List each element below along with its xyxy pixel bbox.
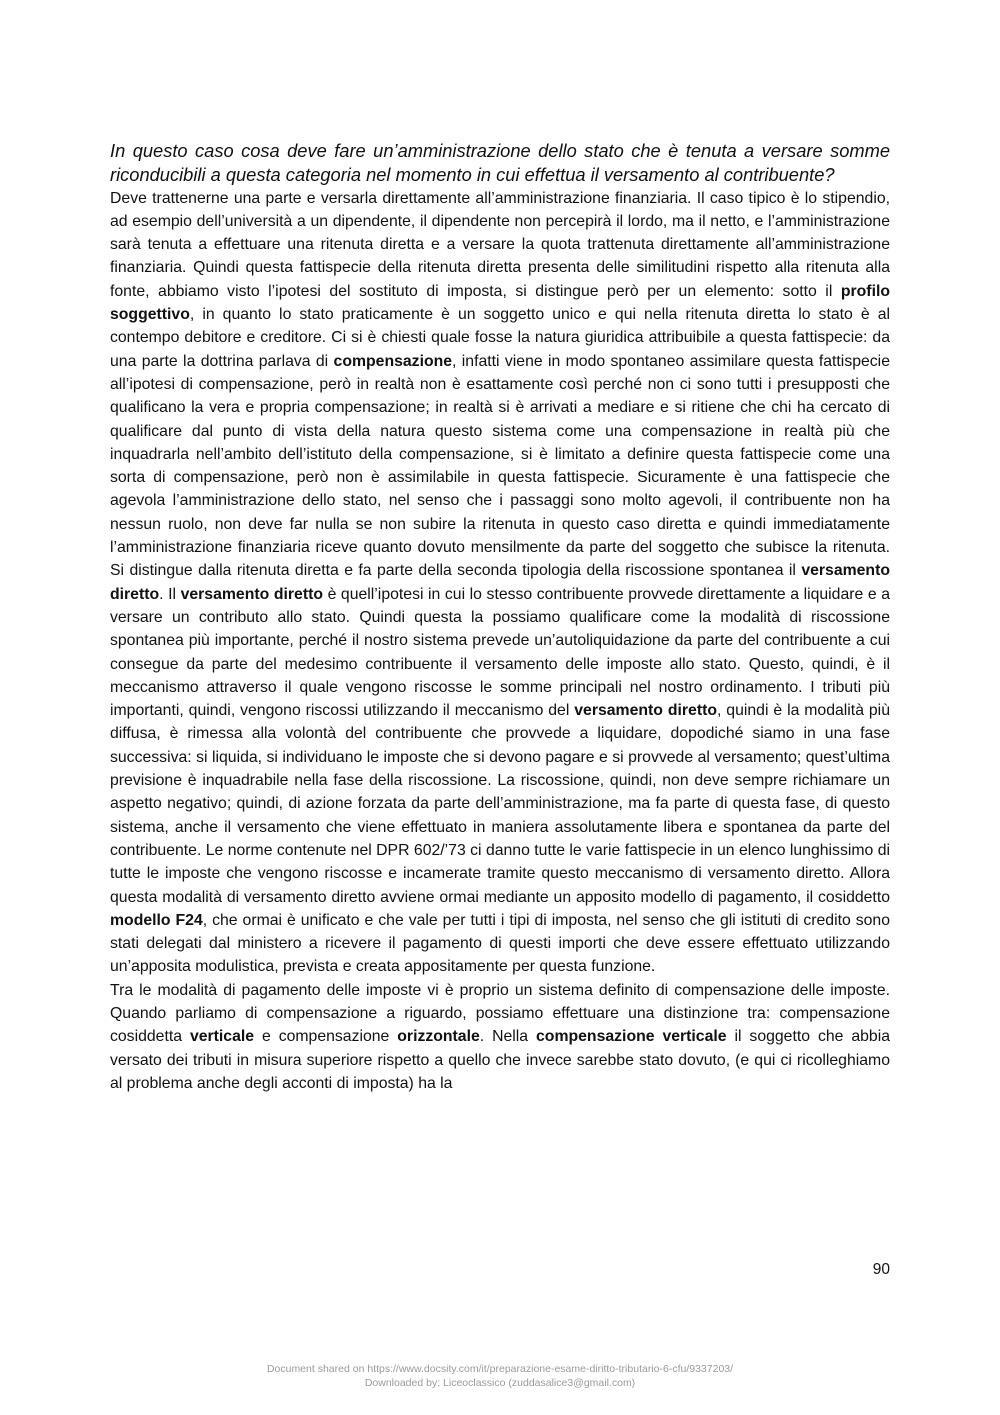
footer-shared-link[interactable]: Document shared on https://www.docsity.com/it/preparazione-esame-diritto-tributario-6-cfu/9337203/ xyxy=(266,1363,734,1375)
bold-term: versamento diretto xyxy=(574,702,717,720)
bold-term: verticale xyxy=(189,1028,255,1046)
bold-term: profilo soggettivo xyxy=(110,282,890,324)
bold-term: compensazione verticale xyxy=(536,1028,727,1046)
bold-term: versamento diretto xyxy=(180,585,323,603)
page-number: 90 xyxy=(872,1261,890,1278)
bold-term: compensazione xyxy=(333,352,453,370)
document-body xyxy=(110,139,890,1095)
download-footer xyxy=(0,1362,1000,1390)
footer-downloaded-by: Downloaded by: Liceoclassico (zuddasalice3@gmail.com) xyxy=(364,1377,636,1389)
bold-term: modello F24 xyxy=(110,911,203,929)
bold-term: versamento diretto xyxy=(110,562,890,603)
paragraph-compensazione: Tra le modalità di pagamento delle imposte vi è proprio un sistema definito di compensazione delle imposte. Quando parliamo di compensazione a riguardo, possiamo effettuare una distinzione tra: compensazione cosiddetta verticale e compensazione orizzontale. Nella compensazione verticale il soggetto che abbia versato dei tributi in misura superiore rispetto a quello che invece sarebbe stato dovuto, (e qui ci ricolleghiamo al problema anche degli acconti di imposta) ha la xyxy=(110,981,890,1092)
paragraph-ritenuta-versamento: Deve trattenerne una parte e versarla direttamente all’amministrazione finanziaria. Il caso tipico è lo stipendio, ad esempio dell’università a un dipendente, il dipendente non percepirà il lordo, ma il netto, e l’amministrazione sarà tenuta a effettuare una ritenuta diretta e a versare la quota trattenuta direttamente all’amministrazione finanziaria. Quindi questa fattispecie della ritenuta diretta presenta delle similitudini rispetto alla ritenuta alla fonte, abbiamo visto l’ipotesi del sostituto di imposta, si distingue però per un elemento: sotto il profilo soggettivo, in quanto lo stato praticamente è un soggetto unico e qui nella ritenuta diretta lo stato è al contempo debitore e creditore. Ci si è chiesti quale fosse la natura giuridica attribuibile a questa fattispecie: da una parte la dottrina parlava di compensazione, infatti viene in modo spontaneo assimilare questa fattispecie all’ipotesi di compensazione, però in realtà non è esattamente così perché non ci sono tutti i presupposti che qualificano la vera e propria compensazione; in realtà si è arrivati a mediare e si ritiene che chi ha cercato di qualificare dal punto di vista della natura questo sistema come una compensazione in realtà più che inquadrarla nell’ambito dell’istituto della compensazione, si è limitato a definire questa fattispecie come una sorta di compensazione, però non è assimilabile in questa fattispecie. Sicuramente è una fattispecie che agevola l’amministrazione dello stato, nel senso che i passaggi sono molto agevoli, il contribuente non ha nessun ruolo, non deve far nulla se non subire la ritenuta in questo caso diretta e quindi immediatamente l’amministrazione finanziaria riceve quanto dovuto mensilmente da parte del soggetto che subisce la ritenuta. Si distingue dalla ritenuta diretta e fa parte della seconda tipologia della riscossione spontanea il versamento diretto. Il versamento diretto è quell’ipotesi in cui lo stesso contribuente provvede direttamente a liquidare e a versare un contributo allo stato. Quindi questa la possiamo qualificare come la modalità di riscossione spontanea più importante, perché il nostro sistema prevede un’autoliquidazione da parte del contribuente a cui consegue da parte del medesimo contribuente il versamento delle imposte allo stato. Questo, quindi, è il meccanismo attraverso il quale vengono riscosse le somme principali nel nostro ordinamento. I tributi più importanti, quindi, vengono riscossi utilizzando il meccanismo del versamento diretto, quindi è la modalità più diffusa, è rimessa alla volontà del contribuente che provvede a liquidare, dopodiché siamo in una fase successiva: si liquida, si individuano le imposte che si devono pagare e si provvede al versamento; quest’ultima previsione è inquadrabile nella fase della riscossione. La riscossione, quindi, non deve sempre richiamare un aspetto negativo; quindi, di azione forzata da parte dell’amministrazione, ma fa parte di questa fase, di questo sistema, anche il versamento che viene effettuato in maniera assolutamente libera e spontanea da parte del contribuente. Le norme contenute nel DPR 602/’73 ci danno tutte le varie fattispecie in un elenco lunghissimo di tutte le imposte che vengono riscosse e incamerate tramite questo meccanismo di versamento diretto. Allora questa modalità di versamento diretto avviene ormai mediante un apposito modello di pagamento, il cosiddetto modello F24, che ormai è unificato e che vale per tutti i tipi di imposta, nel senso che gli istituti di credito sono stati delegati dal ministero a ricevere il pagamento di questi importi che deve essere effettuato utilizzando un’apposita modulistica, prevista e creata appositamente per questa funzione. xyxy=(110,189,890,976)
bold-term: orizzontale xyxy=(397,1028,480,1046)
question-heading: In questo caso cosa deve fare un’amministrazione dello stato che è tenuta a versare somme riconducibili a questa categoria nel momento in cui effettua il versamento al contribuente? xyxy=(110,140,890,185)
